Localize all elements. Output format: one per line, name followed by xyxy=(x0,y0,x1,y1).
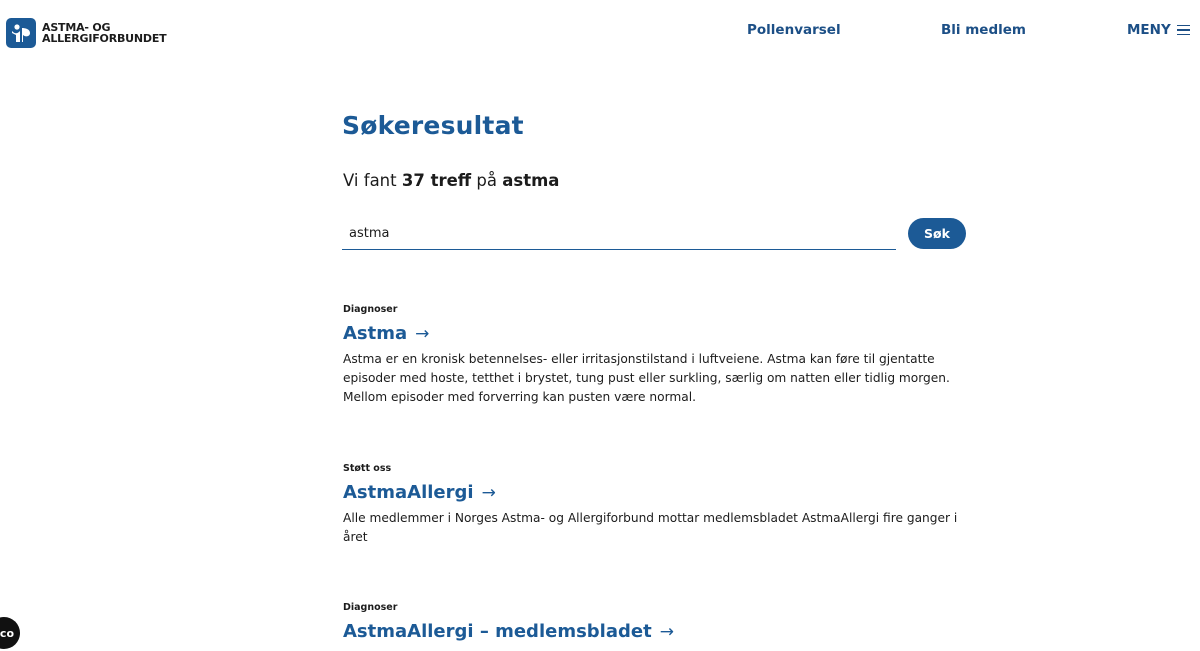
result-title-link[interactable] xyxy=(343,621,674,642)
logo-figure-icon xyxy=(8,20,34,46)
page-title: Søkeresultat xyxy=(342,111,524,140)
search-input[interactable] xyxy=(342,218,896,250)
arrow-right-icon: → xyxy=(481,482,496,503)
result-category: Diagnoser xyxy=(343,602,398,613)
summary-middle: på xyxy=(476,171,497,190)
summary-prefix: Vi fant xyxy=(343,171,397,190)
search-button[interactable]: Søk xyxy=(908,218,966,249)
result-title-link[interactable] xyxy=(343,323,429,344)
logo-link[interactable] xyxy=(6,18,166,48)
result-count: 37 treff xyxy=(401,171,472,190)
site-header xyxy=(0,0,1200,60)
search-result xyxy=(343,602,973,642)
logo-line-2: ALLERGIFORBUNDET xyxy=(42,32,167,45)
search-form xyxy=(342,218,966,250)
result-title-link[interactable] xyxy=(343,482,496,503)
logo-icon xyxy=(6,18,36,48)
arrow-right-icon: → xyxy=(415,323,430,344)
hamburger-icon xyxy=(1177,25,1190,35)
result-description: Astma er en kronisk betennelses- eller irritasjonstilstand i luftveiene. Astma kan føre til gjentatte episoder med hoste, tetthet i brystet, tung pust eller surkling, særlig om natten eller tidlig morgen. Mellom episoder med forverring kan pusten være normal. xyxy=(343,352,950,404)
result-title: Astma xyxy=(343,323,408,344)
arrow-right-icon: → xyxy=(659,621,674,642)
search-result xyxy=(343,304,973,407)
result-title: AstmaAllergi xyxy=(343,482,474,503)
result-category: Støtt oss xyxy=(343,463,392,474)
result-title: AstmaAllergi – medlemsbladet xyxy=(343,621,652,642)
result-summary xyxy=(343,171,559,190)
search-query: astma xyxy=(502,171,560,190)
nav-pollenvarsel-link[interactable]: Pollenvarsel xyxy=(747,22,841,38)
logo-line-1: ASTMA- OG xyxy=(42,21,111,34)
nav-bli-medlem-link[interactable]: Bli medlem xyxy=(941,22,1026,38)
floating-chat-badge[interactable]: co xyxy=(0,617,20,649)
result-category: Diagnoser xyxy=(343,304,398,315)
menu-label: MENY xyxy=(1127,22,1171,38)
menu-button[interactable] xyxy=(1127,22,1190,38)
logo-text xyxy=(42,22,166,44)
result-description: Alle medlemmer i Norges Astma- og Allergiforbund mottar medlemsbladet AstmaAllergi fire ganger i året xyxy=(343,511,958,544)
search-result xyxy=(343,463,973,547)
